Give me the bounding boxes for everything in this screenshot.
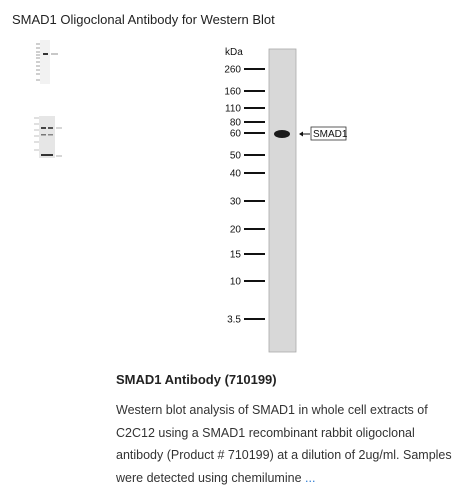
page-title: SMAD1 Oligoclonal Antibody for Western Blot: [12, 12, 275, 27]
band-label: SMAD1: [313, 129, 348, 140]
thumbnail-western-blot-1[interactable]: [32, 40, 64, 84]
smad1-band: [274, 130, 290, 138]
marker-label: 260: [224, 64, 241, 76]
marker-label: 10: [229, 276, 241, 288]
product-description: [116, 399, 461, 489]
marker-label: 60: [229, 128, 241, 140]
read-more-link[interactable]: ...: [305, 470, 316, 485]
western-blot-figure: [200, 40, 375, 360]
description-text: Western blot analysis of SMAD1 in whole cell extracts of C2C12 using a SMAD1 recombinant rabbit oligoclonal antibody (Product # 710199) at a dilution of 2ug/ml. Samples were detected using chemilumine: [116, 403, 452, 485]
kda-label: kDa: [225, 47, 243, 58]
marker-label: 20: [229, 224, 241, 236]
band-arrow-head: [299, 132, 303, 137]
marker-label: 50: [229, 150, 241, 162]
marker-label: 110: [225, 103, 241, 115]
product-heading: SMAD1 Antibody (710199): [116, 372, 277, 387]
marker-label: 15: [229, 249, 241, 261]
blot-lane: [269, 49, 296, 352]
thumbnail-western-blot-2[interactable]: [32, 112, 64, 160]
marker-label: 30: [229, 196, 241, 208]
marker-label: 80: [229, 117, 241, 129]
marker-label: 3.5: [227, 314, 241, 326]
marker-label: 160: [224, 86, 241, 98]
marker-label: 40: [229, 168, 241, 180]
